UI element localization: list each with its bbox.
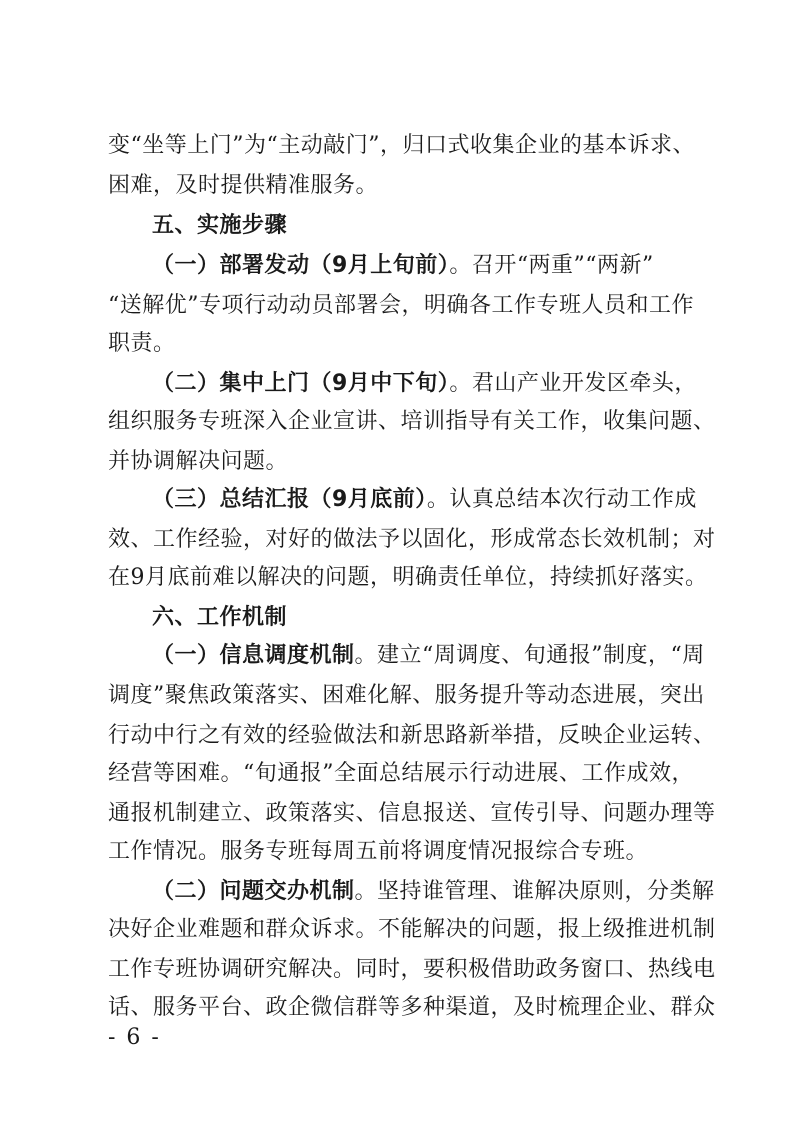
page-number: - 6 - <box>108 1025 161 1050</box>
section-heading-6: 六、工作机制 <box>152 605 288 630</box>
paragraph-line: 困难，及时提供精准服务。 <box>108 173 379 198</box>
paragraph-text: 。认真总结本次行动工作成 <box>426 487 697 512</box>
paragraph-line: 变“坐等上门”为“主动敲门”，归口式收集企业的基本诉求、 <box>108 133 695 158</box>
subsection-line <box>152 250 732 282</box>
paragraph-line: 通报机制建立、政策落实、信息报送、宣传引导、问题办理等 <box>108 801 716 826</box>
section-heading-5: 五、实施步骤 <box>152 213 288 238</box>
paragraph-text: 。君山产业开发区牵头， <box>449 371 697 396</box>
paragraph-line: 组织服务专班深入企业宣讲、培训指导有关工作，收集问题、 <box>108 409 716 434</box>
paragraph-line: 话、服务平台、政企微信群等多种渠道，及时梳理企业、群众 <box>108 995 716 1020</box>
subsection-title: （二）集中上门（9月中下旬） <box>152 371 450 396</box>
paragraph-line: 调度”聚焦政策落实、困难化解、服务提升等动态进展，突出 <box>108 683 705 708</box>
paragraph-line: 职责。 <box>108 331 176 356</box>
paragraph-line: 工作专班协调研究解决。同时，要积极借助政务窗口、热线电 <box>108 957 716 982</box>
subsection-title: （三）总结汇报（9月底前） <box>152 487 427 512</box>
paragraph-line: 在9月底前难以解决的问题，明确责任单位，持续抓好落实。 <box>108 565 708 590</box>
subsection-title: （二）问题交办机制 <box>152 879 355 904</box>
subsection-title: （一）部署发动（9月上旬前） <box>152 253 450 278</box>
paragraph-text: 。召开“两重”“两新” <box>449 253 654 278</box>
subsection-line <box>152 876 732 908</box>
paragraph-line: 并协调解决问题。 <box>108 449 289 474</box>
subsection-line <box>152 640 732 672</box>
paragraph-text: 。建立“周调度、旬通报”制度，“周 <box>354 643 705 668</box>
paragraph-line: 工作情况。服务专班每周五前将调度情况报综合专班。 <box>108 839 649 864</box>
paragraph-text: 。坚持谁管理、谁解决原则，分类解 <box>354 879 715 904</box>
paragraph-line: 决好企业难题和群众诉求。不能解决的问题，报上级推进机制 <box>108 917 716 942</box>
paragraph-line: “送解优”专项行动动员部署会，明确各工作专班人员和工作 <box>108 293 694 318</box>
paragraph-line: 经营等困难。“旬通报”全面总结展示行动进展、工作成效， <box>108 761 694 786</box>
subsection-title: （一）信息调度机制 <box>152 643 355 668</box>
paragraph-line: 行动中行之有效的经验做法和新思路新举措，反映企业运转、 <box>108 723 716 748</box>
paragraph-line: 效、工作经验，对好的做法予以固化，形成常态长效机制；对 <box>108 527 716 552</box>
subsection-line <box>152 368 732 400</box>
subsection-line <box>152 484 732 516</box>
